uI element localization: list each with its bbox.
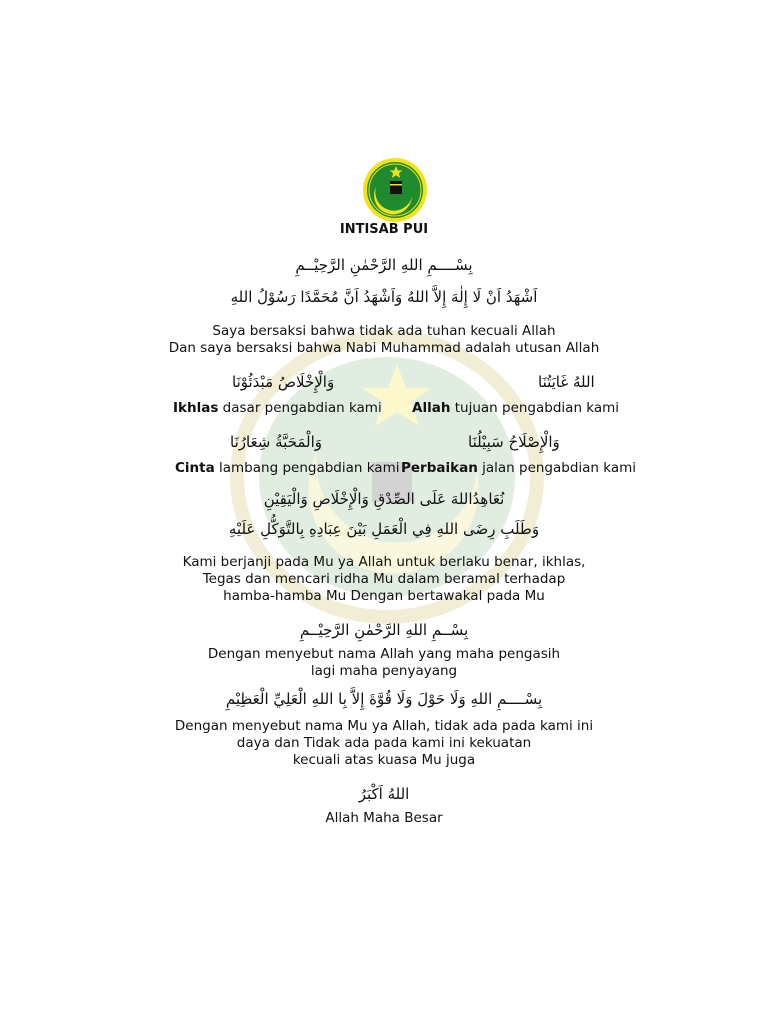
- hauqalah-arabic: بِسْــــمِ اللهِ وَلَا حَوْلَ وَلَا قُوَّةَ إِلاَّ بِا اللهِ الْعَلِيِّ الْعَظِيْمِ: [225, 690, 543, 708]
- page-title: INTISAB PUI: [339, 222, 429, 237]
- ikhlas-translation: [173, 400, 382, 416]
- bismillah-arabic-2: بِسْــمِ اللهِ الرَّحْمٰنِ الرَّحِيْــمِ: [299, 621, 469, 639]
- cinta-bold: Cinta: [175, 460, 215, 476]
- cinta-translation: [175, 460, 399, 476]
- janji-translation-2: Tegas dan mencari ridha Mu dalam beramal terhadap: [202, 571, 566, 587]
- perbaikan-translation: [401, 460, 636, 476]
- hauqalah-translation-3: kecuali atas kuasa Mu juga: [292, 752, 476, 768]
- janji-arabic-2: وَطَلَبِ رِضَى اللهِ فِي الْعَمَلِ بَيْنَ عِبَادِهِ بِالتَّوَكُّلِ عَلَيْهِ: [228, 520, 540, 538]
- hauqalah-translation-2: daya dan Tidak ada pada kami ini kekuatan: [236, 735, 532, 751]
- bismillah-arabic: بِسْــــمِ اللهِ الرَّحْمٰنِ الرَّحِيْــمِ: [295, 256, 473, 274]
- allah-arabic: اللهُ غَايَتُنَا: [538, 373, 595, 391]
- janji-translation-3: hamba-hamba Mu Dengan bertawakal pada Mu: [223, 588, 545, 604]
- bismillah-translation-2: lagi maha penyayang: [310, 663, 458, 679]
- bismillah-translation-1: Dengan menyebut nama Allah yang maha pengasih: [207, 646, 561, 662]
- syahadat-translation-1: Saya bersaksi bahwa tidak ada tuhan kecuali Allah: [212, 323, 556, 339]
- takbir-translation: Allah Maha Besar: [325, 810, 443, 826]
- cinta-rest: lambang pengabdian kami: [214, 460, 400, 476]
- perbaikan-rest: jalan pengabdian kami: [477, 460, 637, 476]
- ikhlas-arabic: وَالْإِخْلَاصُ مَبْدَئُوْنَا: [232, 373, 335, 391]
- ikhlas-rest: dasar pengabdian kami: [218, 400, 382, 416]
- pui-logo: [362, 157, 428, 223]
- janji-translation-1: Kami berjanji pada Mu ya Allah untuk berlaku benar, ikhlas,: [182, 554, 586, 570]
- syahadat-arabic: اَشْهَدُ اَنْ لَا إِلٰهَ إِلاَّ اللهُ وَاَشْهَدُ اَنَّ مُحَمَّدًا رَسُوْلُ اللهِ: [230, 288, 538, 306]
- syahadat-translation-2: Dan saya bersaksi bahwa Nabi Muhammad adalah utusan Allah: [168, 340, 600, 356]
- perbaikan-bold: Perbaikan: [401, 460, 478, 476]
- allah-translation: [412, 400, 619, 416]
- takbir-arabic: اللهُ اَكْبَرُ: [358, 785, 410, 803]
- cinta-arabic: وَالْمَحَبَّةُ شِعَارُنَا: [230, 433, 323, 451]
- allah-bold: Allah: [412, 400, 451, 416]
- perbaikan-arabic: وَالْإِصْلَاحُ سَبِيْلُنَا: [468, 433, 560, 451]
- hauqalah-translation-1: Dengan menyebut nama Mu ya Allah, tidak ada pada kami ini: [174, 718, 594, 734]
- allah-rest: tujuan pengabdian kami: [450, 400, 620, 416]
- janji-arabic-1: نُعَاهِدُاللهَ عَلَى الصِّدْقِ وَالْإِخْلَاصِ وَالْيَقِيْنِ: [263, 490, 505, 508]
- ikhlas-bold: Ikhlas: [173, 400, 219, 416]
